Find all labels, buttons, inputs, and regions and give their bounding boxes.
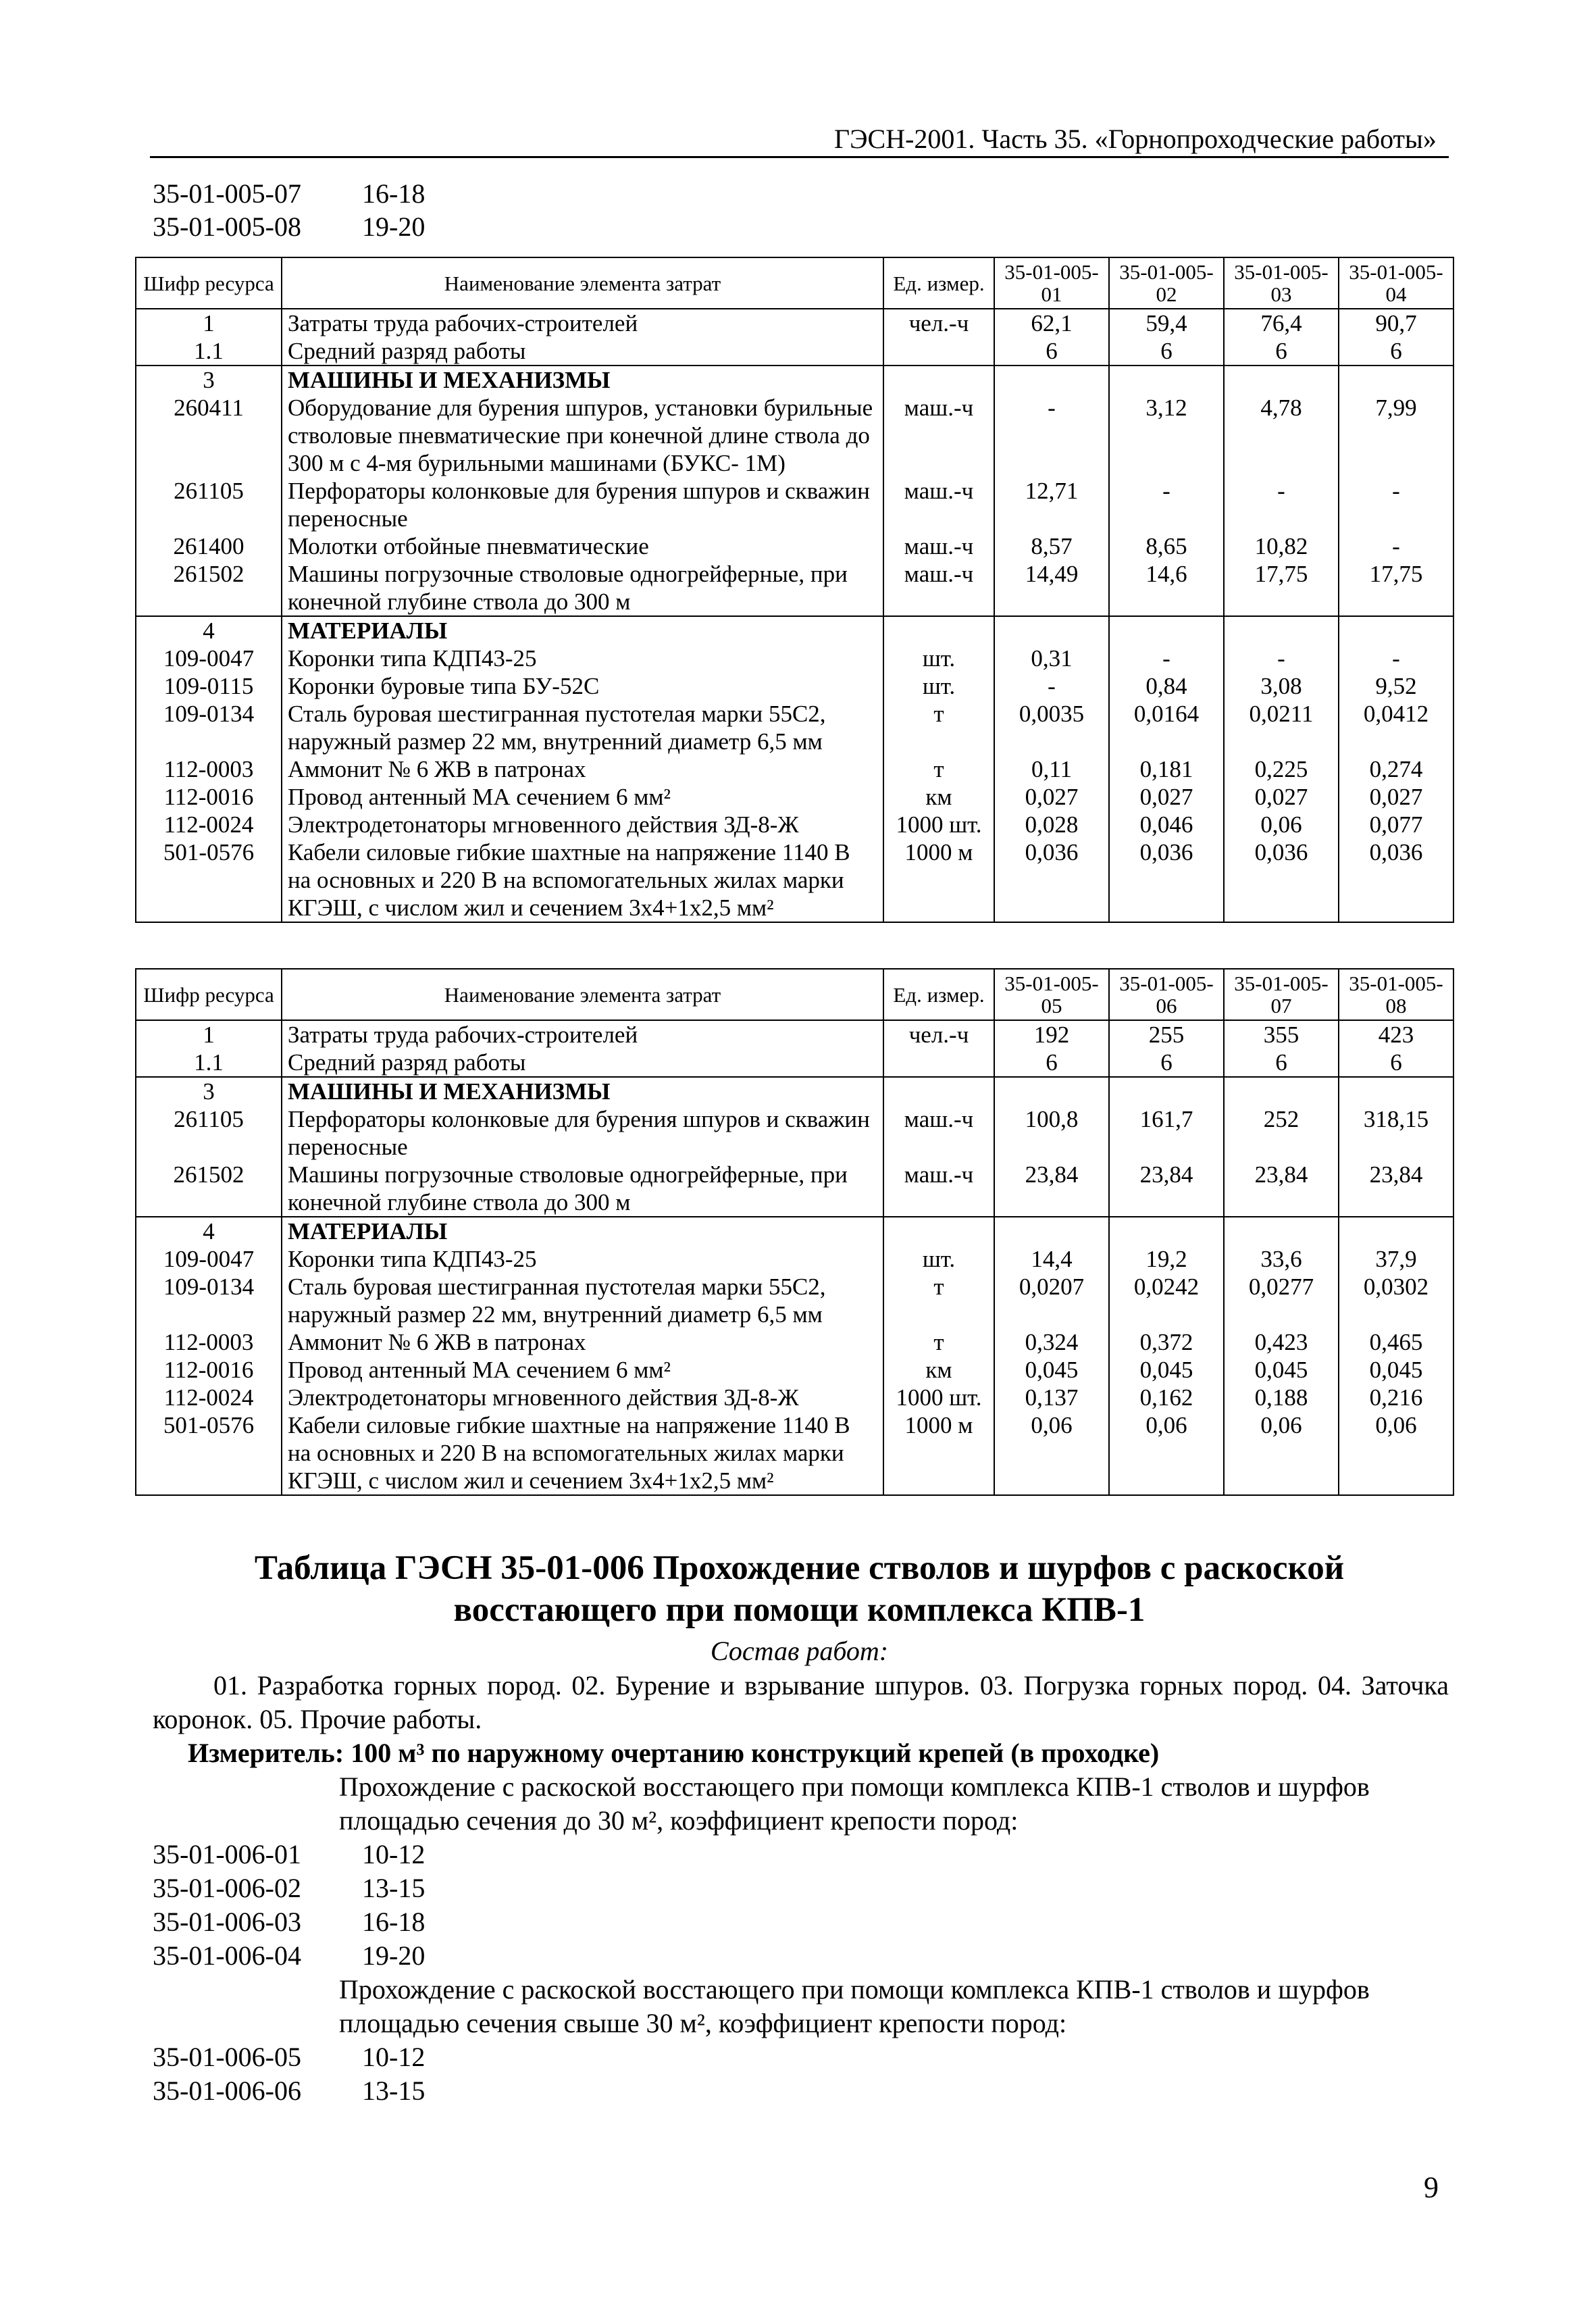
unit-cell: 1000 м xyxy=(883,1411,994,1495)
value-cell: 90,7 xyxy=(1339,309,1453,337)
value-cell xyxy=(1339,616,1453,645)
value-cell: 0,0302 xyxy=(1339,1273,1453,1328)
code-row xyxy=(153,210,425,243)
range: 10-12 xyxy=(362,1839,426,1869)
value-cell xyxy=(994,1077,1109,1105)
value-cell: 0,324 xyxy=(994,1328,1109,1356)
resource-code-cell: 109-0047 xyxy=(136,1245,282,1273)
value-cell xyxy=(994,616,1109,645)
cost-element-name-cell: Кабели силовые гибкие шахтные на напряжение 1140 В на основных и 220 В на вспомогательных жилах марки КГЭШ, с числом жил и сечением 3x4+1x2,5 мм² xyxy=(282,1411,883,1495)
col-header-code: 35-01-005-04 xyxy=(1339,257,1453,309)
table-row xyxy=(136,366,1453,394)
value-cell: 6 xyxy=(1224,337,1339,366)
unit-cell: маш.-ч xyxy=(883,560,994,616)
resource-code-cell: 112-0024 xyxy=(136,1384,282,1411)
code-row xyxy=(153,2074,425,2108)
cost-element-name-cell: Сталь буровая шестигранная пустотелая марки 55С2, наружный размер 22 мм, внутренний диаметр 6,5 мм xyxy=(282,700,883,755)
value-cell: 6 xyxy=(1109,337,1224,366)
value-cell xyxy=(1339,1217,1453,1245)
resource-code-cell: 112-0016 xyxy=(136,783,282,811)
table-row xyxy=(136,1217,1453,1245)
table-row xyxy=(136,560,1453,616)
unit-cell xyxy=(883,1049,994,1077)
value-cell: 17,75 xyxy=(1339,560,1453,616)
group1-description: Прохождение с раскоской восстающего при помощи комплекса КПВ-1 стволов и шурфов площадью сечения до 30 м², коэффициент крепости пород: xyxy=(339,1771,1370,1836)
resource-code-cell: 261105 xyxy=(136,477,282,532)
value-cell: 0,84 xyxy=(1109,672,1224,700)
section-subtitle: Состав работ: xyxy=(710,1636,889,1666)
value-cell: 0,036 xyxy=(994,838,1109,922)
value-cell: 19,2 xyxy=(1109,1245,1224,1273)
range: 10-12 xyxy=(362,2042,426,2072)
unit-cell: чел.-ч xyxy=(883,1020,994,1049)
code: 35-01-006-02 xyxy=(153,1873,301,1903)
value-cell: 76,4 xyxy=(1224,309,1339,337)
table-row xyxy=(136,394,1453,477)
unit-cell: шт. xyxy=(883,645,994,672)
table-row xyxy=(136,1020,1453,1049)
cost-element-name-cell: Аммонит № 6 ЖВ в патронах xyxy=(282,1328,883,1356)
value-cell: 0,036 xyxy=(1224,838,1339,922)
value-cell: - xyxy=(1109,645,1224,672)
resource-code-cell: 1 xyxy=(136,1020,282,1049)
value-cell: 0,027 xyxy=(994,783,1109,811)
table-row xyxy=(136,700,1453,755)
resource-code-cell: 261105 xyxy=(136,1105,282,1161)
value-cell: 0,137 xyxy=(994,1384,1109,1411)
cost-element-name-cell: Перфораторы колонковые для бурения шпуров и скважин переносные xyxy=(282,1105,883,1161)
value-cell: 0,423 xyxy=(1224,1328,1339,1356)
value-cell xyxy=(1109,1077,1224,1105)
unit-cell xyxy=(883,616,994,645)
code: 35-01-006-04 xyxy=(153,1940,301,1971)
col-header-name: Наименование элемента затрат xyxy=(282,257,883,309)
unit-cell xyxy=(883,337,994,366)
table-row xyxy=(136,1105,1453,1161)
value-cell: - xyxy=(1339,532,1453,560)
group2-description: Прохождение с раскоской восстающего при помощи комплекса КПВ-1 стволов и шурфов площадью сечения свыше 30 м², коэффициент крепости пород: xyxy=(339,1974,1370,2038)
value-cell: 59,4 xyxy=(1109,309,1224,337)
value-cell: 3,12 xyxy=(1109,394,1224,477)
cost-element-name-cell: Сталь буровая шестигранная пустотелая марки 55С2, наружный размер 22 мм, внутренний диаметр 6,5 мм xyxy=(282,1273,883,1328)
value-cell: 0,0164 xyxy=(1109,700,1224,755)
value-cell: 255 xyxy=(1109,1020,1224,1049)
value-cell: 0,274 xyxy=(1339,755,1453,783)
value-cell: 0,028 xyxy=(994,811,1109,838)
value-cell: 0,0211 xyxy=(1224,700,1339,755)
group2-code-list xyxy=(153,2040,425,2108)
table-row xyxy=(136,1077,1453,1105)
table-body xyxy=(136,1020,1453,1495)
value-cell: 6 xyxy=(1339,337,1453,366)
table-row xyxy=(136,1384,1453,1411)
code: 35-01-006-05 xyxy=(153,2042,301,2072)
value-cell: 10,82 xyxy=(1224,532,1339,560)
unit-cell: чел.-ч xyxy=(883,309,994,337)
value-cell: 4,78 xyxy=(1224,394,1339,477)
unit-cell: т xyxy=(883,700,994,755)
unit-cell: маш.-ч xyxy=(883,394,994,477)
code: 35-01-006-03 xyxy=(153,1907,301,1937)
unit-cell: т xyxy=(883,1328,994,1356)
range: 16-18 xyxy=(362,1907,426,1937)
page-number: 9 xyxy=(1424,2171,1439,2204)
value-cell: 0,027 xyxy=(1224,783,1339,811)
resource-code-cell: 109-0115 xyxy=(136,672,282,700)
value-cell: 0,06 xyxy=(1224,1411,1339,1495)
value-cell: 23,84 xyxy=(1109,1161,1224,1217)
range: 19-20 xyxy=(362,211,426,242)
table-row xyxy=(136,1356,1453,1384)
table-header-row xyxy=(136,257,1453,309)
cost-element-name-cell: Затраты труда рабочих-строителей xyxy=(282,1020,883,1049)
value-cell: 0,06 xyxy=(994,1411,1109,1495)
cost-element-name-cell: Коронки типа КДП43-25 xyxy=(282,645,883,672)
table-row xyxy=(136,672,1453,700)
table-row xyxy=(136,477,1453,532)
table-row xyxy=(136,838,1453,922)
value-cell: 100,8 xyxy=(994,1105,1109,1161)
cost-element-name-cell: Коронки типа КДП43-25 xyxy=(282,1245,883,1273)
cost-element-name-cell: Молотки отбойные пневматические xyxy=(282,532,883,560)
value-cell: 8,57 xyxy=(994,532,1109,560)
value-cell: 0,0207 xyxy=(994,1273,1109,1328)
value-cell: 14,4 xyxy=(994,1245,1109,1273)
value-cell xyxy=(1224,616,1339,645)
value-cell: - xyxy=(1339,645,1453,672)
value-cell xyxy=(1224,1077,1339,1105)
resource-code-cell: 3 xyxy=(136,366,282,394)
table-row xyxy=(136,783,1453,811)
unit-cell: маш.-ч xyxy=(883,477,994,532)
code-row xyxy=(153,2040,425,2074)
value-cell: 0,181 xyxy=(1109,755,1224,783)
col-header-code: 35-01-005-08 xyxy=(1339,969,1453,1020)
unit-cell: км xyxy=(883,783,994,811)
value-cell: 0,027 xyxy=(1109,783,1224,811)
cost-element-name-cell: Перфораторы колонковые для бурения шпуров и скважин переносные xyxy=(282,477,883,532)
unit-cell: шт. xyxy=(883,672,994,700)
cost-element-name-cell: МАШИНЫ И МЕХАНИЗМЫ xyxy=(282,366,883,394)
table-row xyxy=(136,1161,1453,1217)
range: 13-15 xyxy=(362,1873,426,1903)
col-header-code: 35-01-005-03 xyxy=(1224,257,1339,309)
value-cell: 3,08 xyxy=(1224,672,1339,700)
cost-element-name-cell: Затраты труда рабочих-строителей xyxy=(282,309,883,337)
value-cell: 7,99 xyxy=(1339,394,1453,477)
resource-code-cell: 1 xyxy=(136,309,282,337)
table-row xyxy=(136,1328,1453,1356)
value-cell: 0,0035 xyxy=(994,700,1109,755)
value-cell xyxy=(994,1217,1109,1245)
resource-code-cell: 112-0024 xyxy=(136,811,282,838)
table-row xyxy=(136,811,1453,838)
unit-cell: маш.-ч xyxy=(883,1161,994,1217)
cost-element-name-cell: Средний разряд работы xyxy=(282,1049,883,1077)
table-row xyxy=(136,337,1453,366)
resource-code-cell: 112-0003 xyxy=(136,755,282,783)
value-cell: 37,9 xyxy=(1339,1245,1453,1273)
code: 35-01-006-06 xyxy=(153,2076,301,2106)
value-cell: - xyxy=(1224,477,1339,532)
value-cell: 6 xyxy=(994,337,1109,366)
resource-code-cell: 261502 xyxy=(136,560,282,616)
col-header-shifr: Шифр ресурса xyxy=(136,257,282,309)
cost-element-name-cell: Провод антенный МА сечением 6 мм² xyxy=(282,783,883,811)
value-cell: 0,225 xyxy=(1224,755,1339,783)
table-body xyxy=(136,309,1453,922)
value-cell: 355 xyxy=(1224,1020,1339,1049)
value-cell: 14,6 xyxy=(1109,560,1224,616)
cost-element-name-cell: Оборудование для бурения шпуров, установки бурильные стволовые пневматические при конечной длине ствола до 300 м с 4-мя бурильными машинами (БУКС- 1М) xyxy=(282,394,883,477)
value-cell: 9,52 xyxy=(1339,672,1453,700)
col-header-unit: Ед. измер. xyxy=(883,969,994,1020)
resource-code-cell: 261502 xyxy=(136,1161,282,1217)
cost-element-name-cell: Аммонит № 6 ЖВ в патронах xyxy=(282,755,883,783)
unit-cell: т xyxy=(883,1273,994,1328)
resource-code-cell: 109-0134 xyxy=(136,700,282,755)
table-row xyxy=(136,1049,1453,1077)
value-cell: 0,036 xyxy=(1109,838,1224,922)
value-cell: 161,7 xyxy=(1109,1105,1224,1161)
col-header-shifr: Шифр ресурса xyxy=(136,969,282,1020)
code-row xyxy=(153,177,425,210)
value-cell: 0,0277 xyxy=(1224,1273,1339,1328)
value-cell: 23,84 xyxy=(1224,1161,1339,1217)
col-header-code: 35-01-005-02 xyxy=(1109,257,1224,309)
cost-element-name-cell: Кабели силовые гибкие шахтные на напряжение 1140 В на основных и 220 В на вспомогательных жилах марки КГЭШ, с числом жил и сечением 3x4+1x2,5 мм² xyxy=(282,838,883,922)
value-cell: 0,06 xyxy=(1224,811,1339,838)
table-header-row xyxy=(136,969,1453,1020)
resource-code-cell: 501-0576 xyxy=(136,1411,282,1495)
cost-element-name-cell: Машины погрузочные стволовые одногрейферные, при конечной глубине ствола до 300 м xyxy=(282,560,883,616)
code-row xyxy=(153,1939,425,1973)
value-cell xyxy=(994,366,1109,394)
value-cell: 318,15 xyxy=(1339,1105,1453,1161)
col-header-code: 35-01-005-05 xyxy=(994,969,1109,1020)
value-cell: 423 xyxy=(1339,1020,1453,1049)
unit-cell: шт. xyxy=(883,1245,994,1273)
value-cell: 0,0412 xyxy=(1339,700,1453,755)
col-header-code: 35-01-005-01 xyxy=(994,257,1109,309)
top-code-list xyxy=(153,177,425,243)
unit-cell: км xyxy=(883,1356,994,1384)
value-cell xyxy=(1224,366,1339,394)
code: 35-01-006-01 xyxy=(153,1839,301,1869)
resource-code-cell: 1.1 xyxy=(136,337,282,366)
col-header-unit: Ед. измер. xyxy=(883,257,994,309)
cost-element-name-cell: Электродетонаторы мгновенного действия ЗД-8-Ж xyxy=(282,811,883,838)
value-cell: 23,84 xyxy=(994,1161,1109,1217)
value-cell: 62,1 xyxy=(994,309,1109,337)
col-header-code: 35-01-005-07 xyxy=(1224,969,1339,1020)
range: 19-20 xyxy=(362,1940,426,1971)
resource-code-cell: 501-0576 xyxy=(136,838,282,922)
resource-code-cell: 109-0134 xyxy=(136,1273,282,1328)
value-cell xyxy=(1109,616,1224,645)
code-row xyxy=(153,1838,425,1871)
col-header-code: 35-01-005-06 xyxy=(1109,969,1224,1020)
resource-code-cell: 4 xyxy=(136,616,282,645)
unit-cell xyxy=(883,1077,994,1105)
value-cell: 0,06 xyxy=(1109,1411,1224,1495)
table-row xyxy=(136,616,1453,645)
unit-cell: 1000 м xyxy=(883,838,994,922)
cost-element-name-cell: Провод антенный МА сечением 6 мм² xyxy=(282,1356,883,1384)
unit-cell: 1000 шт. xyxy=(883,811,994,838)
value-cell: 6 xyxy=(994,1049,1109,1077)
table-row xyxy=(136,309,1453,337)
resource-code-cell: 1.1 xyxy=(136,1049,282,1077)
value-cell: 0,11 xyxy=(994,755,1109,783)
cost-element-name-cell: МАШИНЫ И МЕХАНИЗМЫ xyxy=(282,1077,883,1105)
value-cell: 6 xyxy=(1109,1049,1224,1077)
cost-element-name-cell: Электродетонаторы мгновенного действия ЗД-8-Ж xyxy=(282,1384,883,1411)
value-cell: 0,045 xyxy=(994,1356,1109,1384)
value-cell: 17,75 xyxy=(1224,560,1339,616)
value-cell: - xyxy=(1109,477,1224,532)
resource-code-cell: 260411 xyxy=(136,394,282,477)
value-cell: 0,045 xyxy=(1109,1356,1224,1384)
value-cell: 0,027 xyxy=(1339,783,1453,811)
norms-table-2 xyxy=(135,968,1454,1496)
value-cell: 14,49 xyxy=(994,560,1109,616)
value-cell: 0,31 xyxy=(994,645,1109,672)
range: 13-15 xyxy=(362,2076,426,2106)
value-cell: 252 xyxy=(1224,1105,1339,1161)
value-cell: - xyxy=(1339,477,1453,532)
measure-line: Измеритель: 100 м³ по наружному очертанию конструкций крепей (в проходке) xyxy=(188,1738,1160,1768)
value-cell xyxy=(1109,1217,1224,1245)
unit-cell: маш.-ч xyxy=(883,1105,994,1161)
section-title: Таблица ГЭСН 35-01-006 Прохождение стволов и шурфов с раскоской восстающего при помощи комплекса КПВ-1 xyxy=(254,1549,1345,1629)
value-cell xyxy=(1224,1217,1339,1245)
code: 35-01-005-07 xyxy=(153,178,301,209)
cost-element-name-cell: Коронки буровые типа БУ-52С xyxy=(282,672,883,700)
code-row xyxy=(153,1905,425,1939)
resource-code-cell: 3 xyxy=(136,1077,282,1105)
value-cell xyxy=(1109,366,1224,394)
header-rule xyxy=(150,156,1449,158)
value-cell: 0,036 xyxy=(1339,838,1453,922)
resource-code-cell: 109-0047 xyxy=(136,645,282,672)
resource-code-cell: 261400 xyxy=(136,532,282,560)
value-cell: 6 xyxy=(1224,1049,1339,1077)
cost-element-name-cell: Средний разряд работы xyxy=(282,337,883,366)
value-cell: 0,162 xyxy=(1109,1384,1224,1411)
value-cell: 0,216 xyxy=(1339,1384,1453,1411)
cost-element-name-cell: МАТЕРИАЛЫ xyxy=(282,616,883,645)
unit-cell: т xyxy=(883,755,994,783)
value-cell: 0,077 xyxy=(1339,811,1453,838)
value-cell: 8,65 xyxy=(1109,532,1224,560)
value-cell: 0,06 xyxy=(1339,1411,1453,1495)
value-cell: 33,6 xyxy=(1224,1245,1339,1273)
value-cell: 0,188 xyxy=(1224,1384,1339,1411)
value-cell: 0,046 xyxy=(1109,811,1224,838)
value-cell: 0,372 xyxy=(1109,1328,1224,1356)
value-cell: - xyxy=(1224,645,1339,672)
table-row xyxy=(136,755,1453,783)
table-row xyxy=(136,645,1453,672)
norms-table-1 xyxy=(135,257,1454,923)
unit-cell: 1000 шт. xyxy=(883,1384,994,1411)
unit-cell xyxy=(883,1217,994,1245)
value-cell: 0,0242 xyxy=(1109,1273,1224,1328)
resource-code-cell: 112-0016 xyxy=(136,1356,282,1384)
running-header: ГЭСН-2001. Часть 35. «Горнопроходческие работы» xyxy=(834,124,1437,154)
table-row xyxy=(136,532,1453,560)
value-cell: 0,045 xyxy=(1339,1356,1453,1384)
cost-element-name-cell: Машины погрузочные стволовые одногрейферные, при конечной глубине ствола до 300 м xyxy=(282,1161,883,1217)
value-cell: 192 xyxy=(994,1020,1109,1049)
table-row xyxy=(136,1273,1453,1328)
table-row xyxy=(136,1411,1453,1495)
cost-element-name-cell: МАТЕРИАЛЫ xyxy=(282,1217,883,1245)
value-cell: - xyxy=(994,672,1109,700)
value-cell: 23,84 xyxy=(1339,1161,1453,1217)
works-list: 01. Разработка горных пород. 02. Бурение и взрывание шпуров. 03. Погрузка горных пород. 04. Заточка коронок. 05. Прочие работы. xyxy=(153,1670,1449,1734)
col-header-name: Наименование элемента затрат xyxy=(282,969,883,1020)
table-row xyxy=(136,1245,1453,1273)
unit-cell xyxy=(883,366,994,394)
range: 16-18 xyxy=(362,178,426,209)
value-cell: 0,045 xyxy=(1224,1356,1339,1384)
value-cell: 0,465 xyxy=(1339,1328,1453,1356)
value-cell: - xyxy=(994,394,1109,477)
code: 35-01-005-08 xyxy=(153,211,301,242)
value-cell: 12,71 xyxy=(994,477,1109,532)
group1-code-list xyxy=(153,1838,425,1973)
unit-cell: маш.-ч xyxy=(883,532,994,560)
value-cell: 6 xyxy=(1339,1049,1453,1077)
resource-code-cell: 112-0003 xyxy=(136,1328,282,1356)
value-cell xyxy=(1339,1077,1453,1105)
value-cell xyxy=(1339,366,1453,394)
code-row xyxy=(153,1871,425,1905)
resource-code-cell: 4 xyxy=(136,1217,282,1245)
